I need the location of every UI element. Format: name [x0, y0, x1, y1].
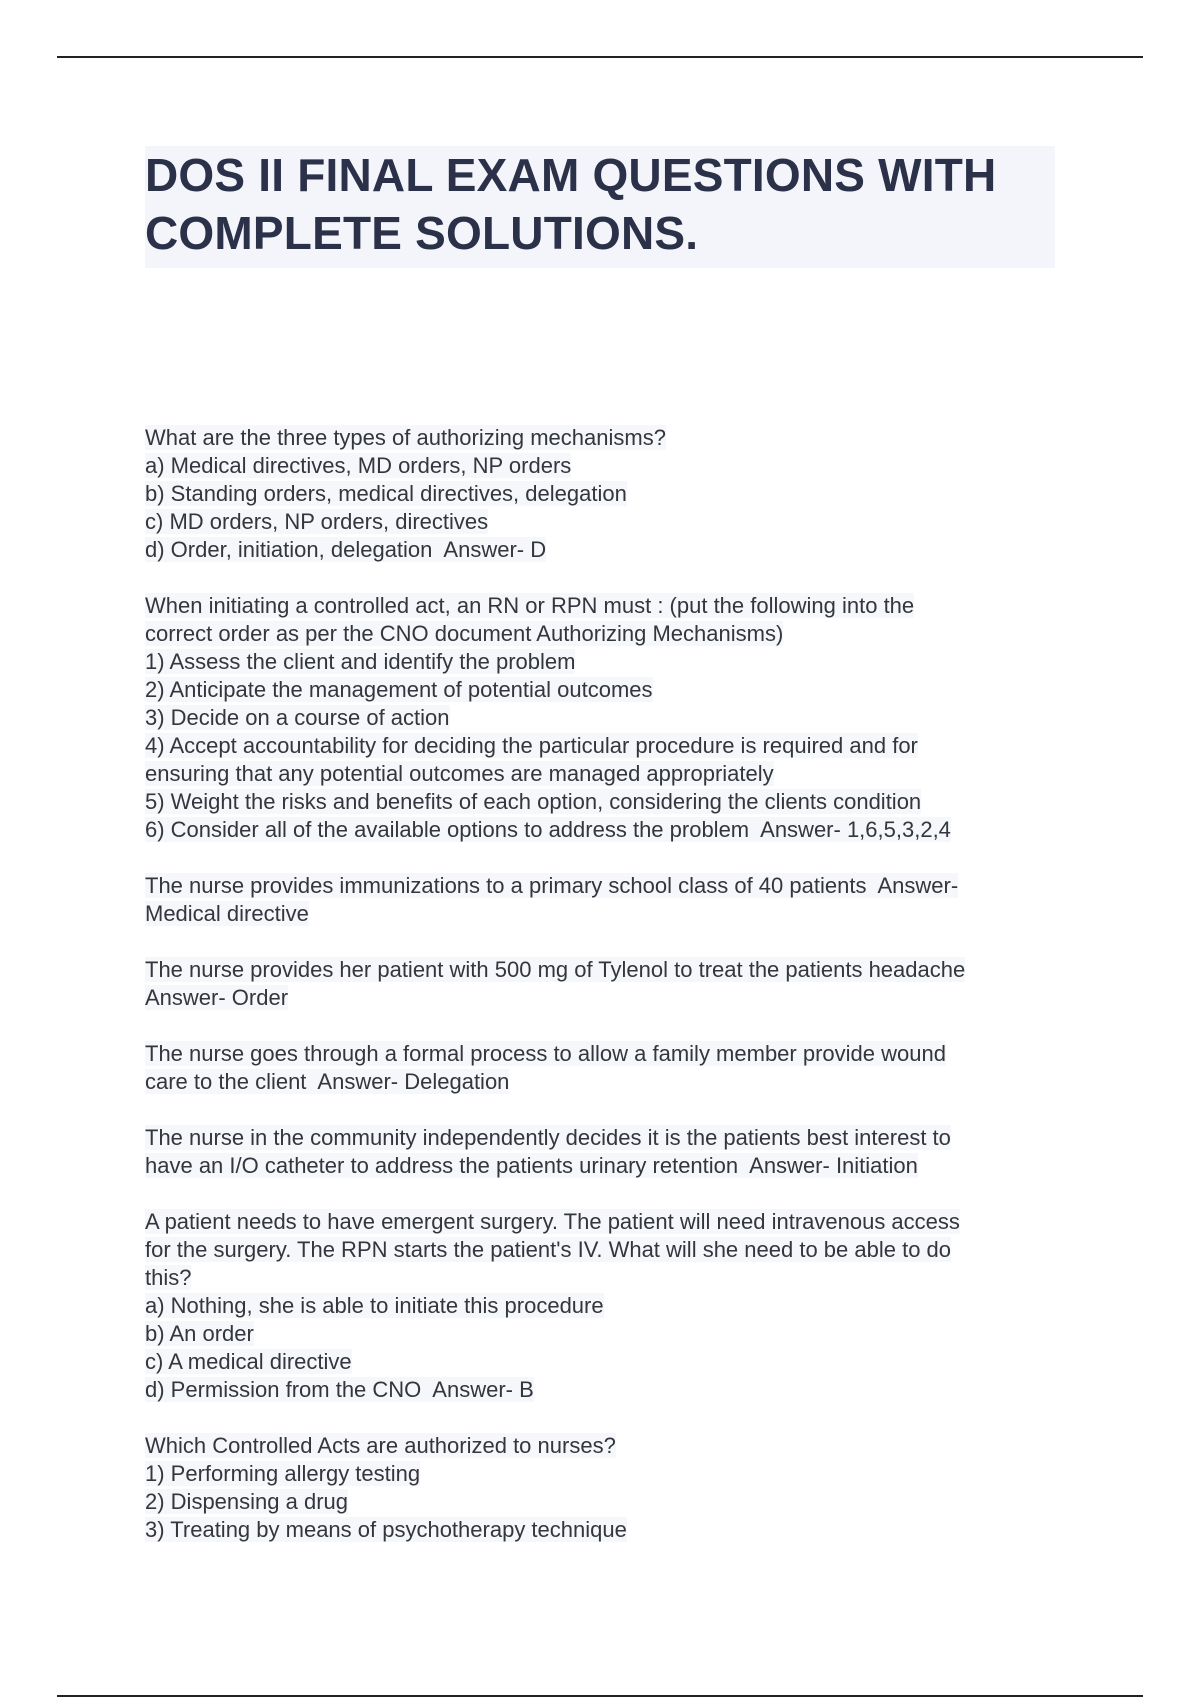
option-line: 1) Performing allergy testing: [145, 1461, 421, 1486]
answer-line: have an I/O catheter to address the patients urinary retention Answer- Initiation: [145, 1153, 918, 1178]
top-rule: [57, 56, 1143, 58]
option-line: 2) Dispensing a drug: [145, 1489, 349, 1514]
question-line: this?: [145, 1265, 192, 1290]
answer-line: Medical directive: [145, 901, 309, 926]
question-line: The nurse in the community independently decides it is the patients best interest to: [145, 1125, 951, 1150]
question-block: [145, 872, 1075, 928]
question-line: The nurse goes through a formal process to allow a family member provide wound: [145, 1041, 946, 1066]
option-line: b) Standing orders, medical directives, delegation: [145, 481, 627, 506]
title-line-1: DOS II FINAL EXAM QUESTIONS WITH: [145, 149, 997, 201]
question-block: [145, 1040, 1075, 1096]
option-line: ensuring that any potential outcomes are managed appropriately: [145, 761, 774, 786]
option-line: 2) Anticipate the management of potential outcomes: [145, 677, 653, 702]
answer-line: Answer- Order: [145, 985, 289, 1010]
question-line: The nurse provides immunizations to a primary school class of 40 patients Answer-: [145, 873, 959, 898]
question-block: [145, 592, 1075, 844]
option-line: 4) Accept accountability for deciding the particular procedure is required and for: [145, 733, 918, 758]
question-line: What are the three types of authorizing mechanisms?: [145, 425, 666, 450]
option-line: 6) Consider all of the available options to address the problem Answer- 1,6,5,3,2,4: [145, 817, 951, 842]
title-line-2: COMPLETE SOLUTIONS.: [145, 207, 699, 259]
question-line: A patient needs to have emergent surgery. The patient will need intravenous access: [145, 1209, 960, 1234]
option-line: d) Permission from the CNO Answer- B: [145, 1377, 534, 1402]
page-title: [145, 146, 1055, 268]
option-line: a) Medical directives, MD orders, NP orders: [145, 453, 572, 478]
option-line: 5) Weight the risks and benefits of each option, considering the clients condition: [145, 789, 922, 814]
option-line: d) Order, initiation, delegation Answer- D: [145, 537, 547, 562]
option-line: c) A medical directive: [145, 1349, 352, 1374]
option-line: b) An order: [145, 1321, 254, 1346]
question-block: [145, 956, 1075, 1012]
question-block: [145, 1208, 1075, 1404]
option-line: 3) Treating by means of psychotherapy technique: [145, 1517, 627, 1542]
question-line: for the surgery. The RPN starts the patient's IV. What will she need to be able to do: [145, 1237, 952, 1262]
option-line: c) MD orders, NP orders, directives: [145, 509, 489, 534]
question-block: [145, 424, 1075, 564]
question-line: When initiating a controlled act, an RN or RPN must : (put the following into the: [145, 593, 915, 618]
option-line: 1) Assess the client and identify the problem: [145, 649, 576, 674]
question-block: [145, 1124, 1075, 1180]
answer-line: care to the client Answer- Delegation: [145, 1069, 510, 1094]
option-line: a) Nothing, she is able to initiate this procedure: [145, 1293, 604, 1318]
option-line: 3) Decide on a course of action: [145, 705, 450, 730]
question-list: [145, 424, 1075, 1572]
question-line: correct order as per the CNO document Authorizing Mechanisms): [145, 621, 784, 646]
bottom-rule: [57, 1695, 1143, 1697]
question-block: [145, 1432, 1075, 1544]
question-line: The nurse provides her patient with 500 mg of Tylenol to treat the patients headache: [145, 957, 966, 982]
question-line: Which Controlled Acts are authorized to nurses?: [145, 1433, 616, 1458]
